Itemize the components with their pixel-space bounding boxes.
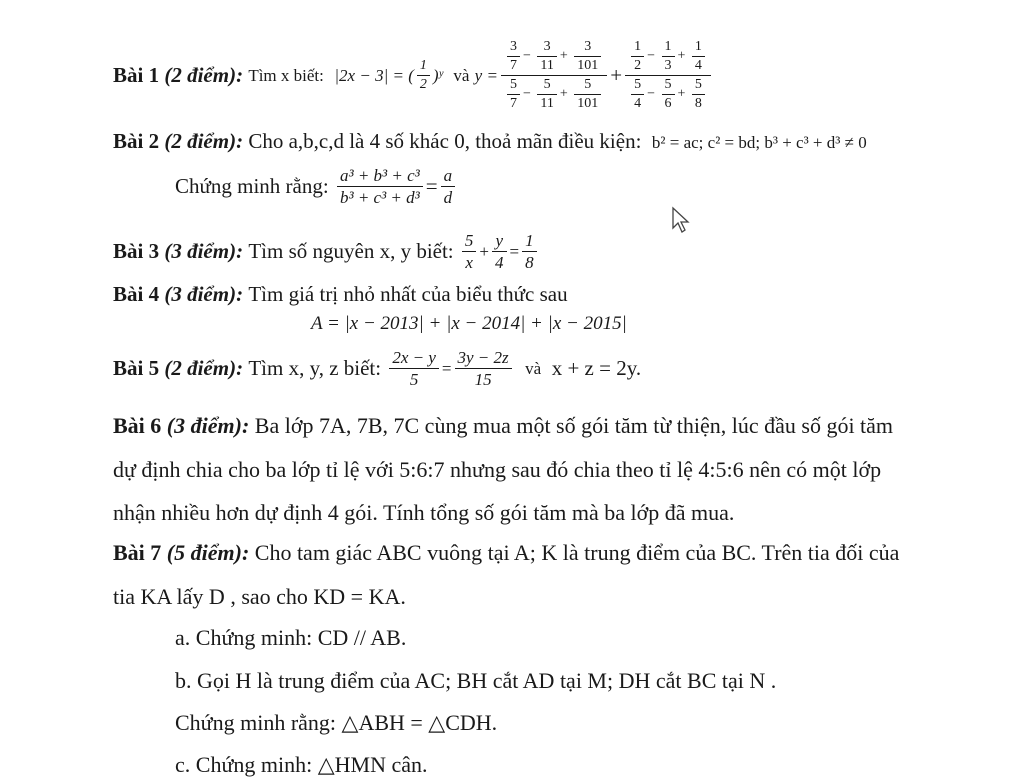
bai5-line [113,344,641,392]
bai5-eq: = [441,358,452,378]
bai1-heading: Bài 1 [113,62,160,87]
bai5-frac-1: $\frac{2x - y}{5}$ [389,349,439,388]
bai1-and: và [453,65,470,85]
bai4-points: (3 điểm): [164,282,244,306]
bai1-big-frac-1: $\frac{3}{7}$ − $\frac{3}{11}$ + $\frac{3}{101}$ $\frac{5}{7}$ − $\frac{5}{11}$ + $\frac{5}{101}$ [501,40,607,111]
bai6-points: (3 điểm): [166,413,250,438]
bai1-text: Tìm x biết: [248,65,324,85]
bai2-lhs-frac: $\frac{\text{a³ + b³ + c³}}{\text{b³ + c³ + d³}}$ [337,167,423,206]
bai1-eq-left: |2x − 3| = ( [334,65,414,85]
bai7-line-1 [113,542,899,564]
mouse-cursor-icon [671,206,693,234]
bai7-part-a: a. Chứng minh: CD // AB. [175,625,407,650]
bai7-part-c: c. Chứng minh: △HMN cân. [175,752,428,777]
bai7-points: (5 điểm): [166,540,250,565]
bai4-text: Tìm giá trị nhỏ nhất của biểu thức sau [248,282,568,306]
bai5-points: (2 điểm): [164,355,244,380]
bai1-line: Bài 1 (2 điểm): Tìm x biết: |2x − 3| = ( $\frac{1}{2}$ )ʸ và y = $\frac{3}{7}$ − $\frac{3}{11}$ + $\frac{3}{101}$ $\frac{5}{7}$ − $\frac{5}{11}$ + $\frac{5}{101}$ + $\frac{1}{2}$ − $\frac{1}{3}$ + $\frac{1}{4}$ $\frac{5}{4}$ − $\frac{5}{6}$ + $\frac{5}{8}$ [113,30,714,120]
bai1-big-frac-2: $\frac{1}{2}$ − $\frac{1}{3}$ + $\frac{1}{4}$ $\frac{5}{4}$ − $\frac{5}{6}$ + $\frac{5}{8}$ [625,40,711,111]
bai3-heading: Bài 3 [113,238,160,263]
bai4-line [113,284,568,305]
bai3-frac-2: $\frac{y}{4}$ [492,232,507,271]
bai7-part-b: b. Gọi H là trung điểm của AC; BH cắt AD tại M; DH cắt BC tại N . [175,668,777,693]
bai1-half-frac: $\frac{1}{2}$ [417,59,430,92]
bai1-y-eq: y = [474,65,498,85]
bai6-line-2: dự định chia cho ba lớp tỉ lệ với 5:6:7 nhưng sau đó chia theo tỉ lệ 4:5:6 nên có một lớp [113,457,882,482]
bai2-line [113,131,867,152]
bai2-text: Cho a,b,c,d là 4 số khác 0, thoả mãn điều kiện: [248,129,642,153]
bai3-plus: + [479,241,489,261]
bai3-frac-3: $\frac{1}{8}$ [522,232,537,271]
bai5-frac-2: $\frac{3y - 2z}{15}$ [455,349,512,388]
bai5-text: Tìm x, y, z biết: [248,355,382,380]
bai2-prove-label: Chứng minh rằng: [175,173,329,198]
bai3-text: Tìm số nguyên x, y biết: [248,238,454,263]
bai3-points: (3 điểm): [164,238,244,263]
bai6-line-3: nhận nhiều hơn dự định 4 gói. Tính tổng số gói tăm mà ba lớp đã mua. [113,500,735,525]
bai2-prove-line [175,162,458,210]
bai6-heading: Bài 6 [113,413,162,438]
bai3-line [113,227,540,275]
bai5-heading: Bài 5 [113,355,160,380]
bai7-line-2: tia KA lấy D , sao cho KD = KA. [113,584,406,609]
bai6-text-1: Ba lớp 7A, 7B, 7C cùng mua một số gói tăm từ thiện, lúc đầu số gói tăm [254,413,894,438]
bai6-line-1 [113,415,893,437]
bai1-eq-right: )ʸ [432,65,443,85]
bai2-points: (2 điểm): [164,129,244,153]
bai3-eq: = [509,241,520,261]
bai2-conditions: b² = ac; c² = bd; b³ + c³ + d³ ≠ 0 [651,133,867,152]
bai2-rhs-frac: $\frac{a}{d}$ [441,167,456,206]
bai4-heading: Bài 4 [113,282,160,306]
bai7-part-b-prove: Chứng minh rằng: △ABH = △CDH. [175,710,498,735]
bai1-points: (2 điểm): [164,62,244,87]
bai5-and: và [525,358,542,378]
bai2-eq: = [425,173,438,198]
bai4-expr: A = |x − 2013| + |x − 2014| + |x − 2015| [311,313,627,334]
bai2-heading: Bài 2 [113,129,160,153]
bai5-cond: x + z = 2y. [551,355,642,380]
bai7-text-1: Cho tam giác ABC vuông tại A; K là trung điểm của BC. Trên tia đối của [254,540,900,565]
bai7-heading: Bài 7 [113,540,162,565]
bai3-frac-1: $\frac{5}{x}$ [462,232,477,271]
